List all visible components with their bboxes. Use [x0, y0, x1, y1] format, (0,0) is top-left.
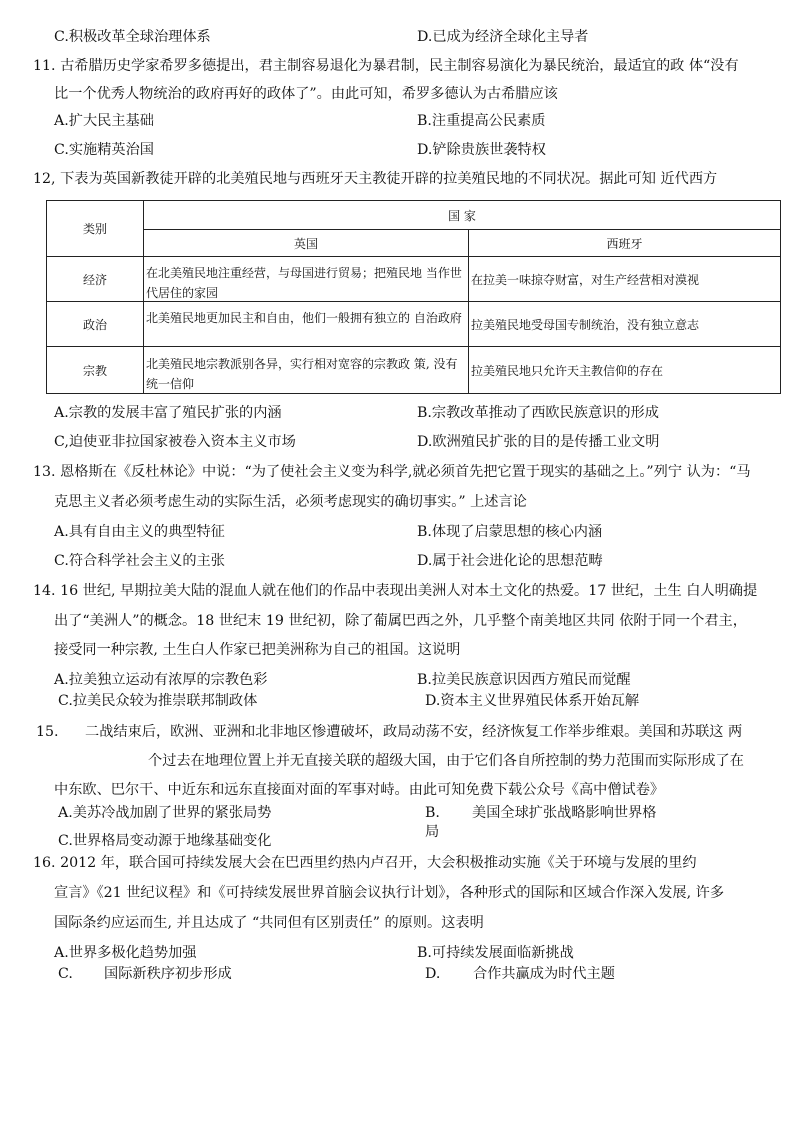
- q10-option-c: C.积极改革全球治理体系: [54, 29, 211, 45]
- q10-option-d: D.已成为经济全球化主导者: [417, 29, 589, 45]
- table-row-label: 政治: [47, 302, 144, 347]
- q14-option-d: D.资本主义世界殖民体系开始瓦解: [425, 693, 640, 709]
- q16-stem-line3: 国际条约应运而生, 并且达成了 “共同但有区别责任” 的原则。这表明: [54, 915, 484, 931]
- q14-option-a: A.拉美独立运动有浓厚的宗教色彩: [54, 672, 268, 688]
- q13-option-c: C.符合科学社会主义的主张: [54, 553, 225, 569]
- q12-option-c: C,迫使亚非拉国家被卷入资本主义市场: [54, 434, 296, 450]
- q14-stem-line3: 接受同一种宗教, 土生白人作家已把美洲称为自己的祖国。这说明: [54, 642, 461, 658]
- q14-stem-line2: 出了“美洲人”的概念。18 世纪末 19 世纪初，除了葡属巴西之外，几乎整个南美地区共同 依附于同一个君主，: [54, 613, 747, 629]
- q16-stem-line1: 16. 2012 年，联合国可持续发展大会在巴西里约热内卢召开，大会积极推动实施《关于环境与发展的里约: [33, 855, 697, 871]
- table-cell-text: 在北美殖民地注重经营，与母国进行贸易；把殖民地 当作世代居住的家园: [146, 266, 462, 299]
- q14-stem-line1: 14. 16 世纪, 早期拉美大陆的混血人就在他们的作品中表现出美洲人对本土文化的热爱。17 世纪，土生 白人明确提: [33, 583, 758, 599]
- table-cell-spain: 拉美殖民地只允许天主教信仰的存在: [469, 347, 781, 394]
- q12-option-d: D.欧洲殖民扩张的目的是传播工业文明: [417, 434, 660, 450]
- table-col-england: 英国: [144, 230, 469, 257]
- q16-option-a: A.世界多极化趋势加强: [54, 945, 197, 961]
- q15-option-b: 美国全球扩张战略影响世界格: [472, 805, 657, 821]
- q11-stem-line1: 11. 古希腊历史学家希罗多德提出，君主制容易退化为暴君制，民主制容易演化为暴民统治，最适宜的政 体“没有: [33, 58, 739, 74]
- q15-option-a: A.美苏冷战加剧了世界的紧张局势: [58, 805, 272, 821]
- table-cell-england: [144, 257, 469, 302]
- q15-option-b-wrap: 局: [425, 824, 440, 840]
- table-cell-spain: 在拉美一味掠夺财富，对生产经营相对漠视: [469, 257, 781, 302]
- table-cell-text: 北美殖民地宗教派别各异，实行相对宽容的宗教政 策, 没有统一信仰: [146, 357, 458, 390]
- q16-option-c: 国际新秩序初步形成: [104, 966, 232, 982]
- table-row-label: 经济: [47, 257, 144, 302]
- q15-stem-line3: 中东欧、巴尔干、中近东和远东直接面对面的军事对峙。由此可知免费下载公众号《高中僧试卷》: [54, 782, 665, 798]
- q11-option-b: B.注重提高公民素质: [417, 113, 546, 129]
- q13-stem-line1: 13. 恩格斯在《反杜林论》中说：“为了使社会主义变为科学,就必须首先把它置于现实的基础之上。”列宁 认为：“马: [33, 464, 751, 480]
- q15-option-b-prefix: B.: [425, 805, 440, 821]
- q11-option-c: C.实施精英治国: [54, 142, 154, 158]
- q13-option-a: A.具有自由主义的典型特征: [54, 524, 225, 540]
- table-header-country: 国 家: [144, 201, 781, 230]
- q12-stem-line1: 12, 下表为英国新教徒开辟的北美殖民地与西班牙天主教徒开辟的拉美殖民地的不同状况。据此可知 近代西方: [33, 171, 718, 187]
- q16-stem-line2: 宣言》《21 世纪议程》和《可持续发展世界首脑会议执行计划》，各种形式的国际和区域合作深入发展, 许多: [54, 885, 725, 901]
- q12-option-b: B.宗教改革推动了西欧民族意识的形成: [417, 405, 659, 421]
- q11-option-d: D.铲除贵族世袭特权: [417, 142, 546, 158]
- q13-option-b: B.体现了启蒙思想的核心内涵: [417, 524, 603, 540]
- q15-number: 15.: [36, 724, 59, 740]
- q15-option-c: C.世界格局变动源于地缘基础变化: [58, 833, 272, 849]
- q11-stem-line2: 比一个优秀人物统治的政府再好的政体了”。由此可知，希罗多德认为古希腊应该: [54, 86, 558, 102]
- q15-stem-line2: 个过去在地理位置上并无直接关联的超级大国，由于它们各自所控制的势力范围而实际形成了在: [148, 753, 744, 769]
- table-row-label: 宗教: [47, 347, 144, 394]
- table-header-category: 类别: [47, 201, 144, 257]
- table-col-spain: 西班牙: [469, 230, 781, 257]
- q13-option-d: D.属于社会进化论的思想范畴: [417, 553, 603, 569]
- q13-stem-line2: 克思主义者必须考虑生动的实际生活，必须考虑现实的确切事实。” 上述言论: [54, 494, 527, 510]
- table-cell-england: [144, 347, 469, 394]
- q16-option-d: 合作共赢成为时代主题: [473, 966, 615, 982]
- table-cell-england: [144, 302, 469, 347]
- q12-option-a: A.宗教的发展丰富了殖民扩张的内涵: [54, 405, 282, 421]
- q16-option-d-prefix: D.: [425, 966, 441, 982]
- q14-option-c: C.拉美民众较为推崇联邦制政体: [58, 693, 258, 709]
- table-cell-text: 北美殖民地更加民主和自由，他们一般拥有独立的 自治政府: [146, 311, 462, 325]
- colony-comparison-table: [46, 200, 781, 394]
- q14-option-b: B.拉美民族意识因西方殖民而觉醒: [417, 672, 631, 688]
- q15-stem-line1: 二战结束后，欧洲、亚洲和北非地区惨遭破坏，政局动荡不安，经济恢复工作举步维艰。美国和苏联这 两: [85, 724, 743, 740]
- q11-option-a: A.扩大民主基础: [54, 113, 154, 129]
- q16-option-b: B.可持续发展面临新挑战: [417, 945, 574, 961]
- q16-option-c-prefix: C.: [58, 966, 73, 982]
- table-cell-spain: 拉美殖民地受母国专制统治，没有独立意志: [469, 302, 781, 347]
